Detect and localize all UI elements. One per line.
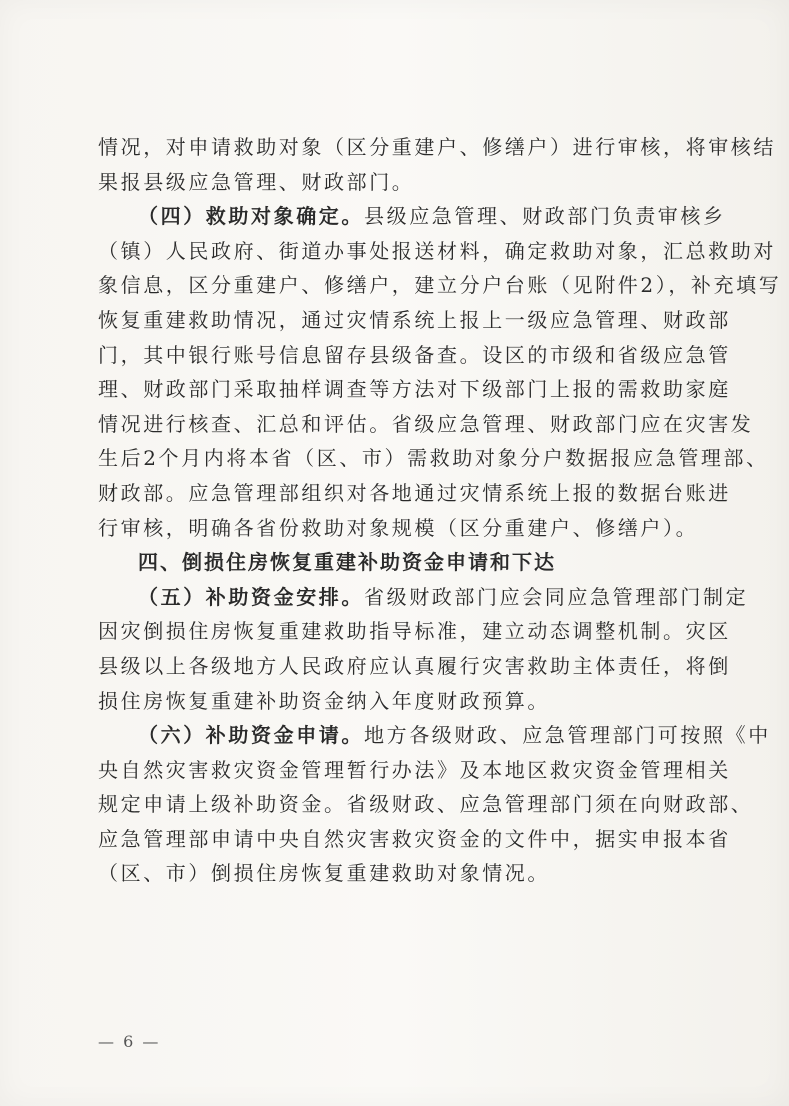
text-line: 行审核，明确各省份救助对象规模（区分重建户、修缮户）。	[98, 515, 699, 540]
paragraph-text: 地方各级财政、应急管理部门可按照《中	[364, 723, 771, 748]
body-text	[98, 130, 782, 891]
paragraph-lead: （六）补助资金申请。	[138, 723, 364, 748]
text-line: 果报县级应急管理、财政部门。	[98, 169, 415, 194]
text-line: 因灾倒损住房恢复重建救助指导标准，建立动态调整机制。灾区	[98, 619, 731, 644]
paragraph-4	[98, 199, 726, 234]
text-line: 生后2个月内将本省（区、市）需救助对象分户数据报应急管理部、	[98, 446, 769, 471]
paragraph-6	[98, 718, 771, 753]
paragraph-lead: （四）救助对象确定。	[138, 204, 364, 229]
text-line: 理、财政部门采取抽样调查等方法对下级部门上报的需救助家庭	[98, 377, 731, 402]
text-line: 恢复重建救助情况，通过灾情系统上报上一级应急管理、财政部	[98, 307, 731, 332]
section-heading: 四、倒损住房恢复重建补助资金申请和下达	[138, 550, 556, 575]
paragraph-lead: （五）补助资金安排。	[138, 584, 364, 609]
text-line: 规定申请上级补助资金。省级财政、应急管理部门须在向财政部、	[98, 792, 754, 817]
text-line: 门，其中银行账号信息留存县级备查。设区的市级和省级应急管	[98, 342, 731, 367]
text-line: 央自然灾害救灾资金管理暂行办法》及本地区救灾资金管理相关	[98, 757, 731, 782]
paragraph-5	[98, 580, 749, 615]
paragraph-text: 省级财政部门应会同应急管理部门制定	[364, 584, 749, 609]
text-line: 情况，对申请救助对象（区分重建户、修缮户）进行审核，将审核结	[98, 135, 776, 159]
text-line: （镇）人民政府、街道办事处报送材料，确定救助对象，汇总救助对	[98, 238, 776, 263]
text-line: 象信息，区分重建户、修缮户，建立分户台账（见附件2），补充填写	[98, 273, 782, 298]
text-line: 情况进行核查、汇总和评估。省级应急管理、财政部门应在灾害发	[98, 411, 754, 436]
text-line: （区、市）倒损住房恢复重建救助对象情况。	[98, 861, 550, 886]
page-number: — 6 —	[98, 1032, 161, 1051]
text-line: 应急管理部申请中央自然灾害救灾资金的文件中，据实申报本省	[98, 826, 731, 851]
paragraph-text: 县级应急管理、财政部门负责审核乡	[364, 204, 726, 229]
text-line: 损住房恢复重建补助资金纳入年度财政预算。	[98, 688, 550, 713]
text-line: 财政部。应急管理部组织对各地通过灾情系统上报的数据台账进	[98, 480, 731, 505]
text-line: 县级以上各级地方人民政府应认真履行灾害救助主体责任，将倒	[98, 653, 731, 678]
